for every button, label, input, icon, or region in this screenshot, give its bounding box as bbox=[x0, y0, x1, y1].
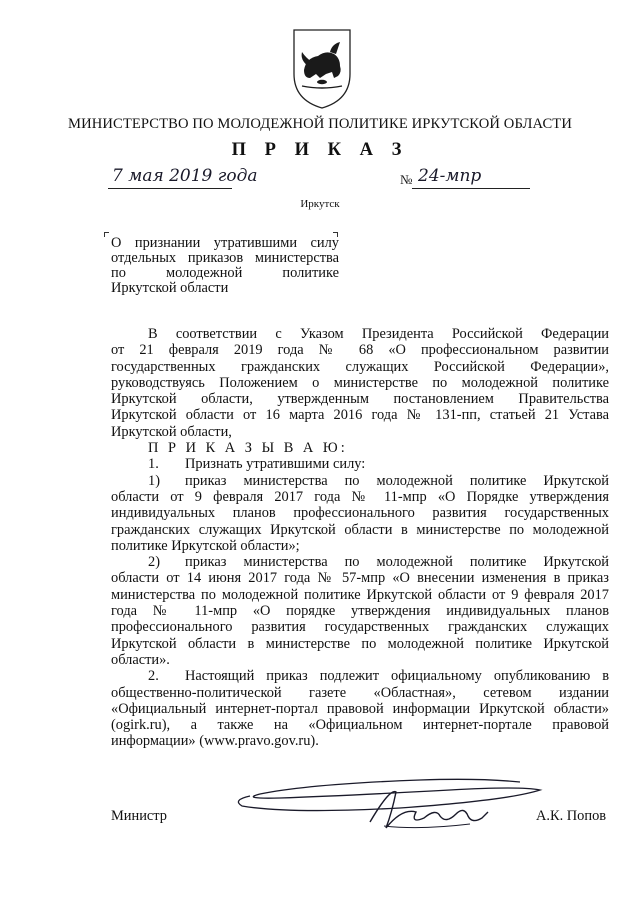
subitem-text: приказ министерства по молодежной политике Иркутской bbox=[185, 554, 609, 571]
handwritten-signature bbox=[220, 768, 550, 838]
city: Иркутск bbox=[300, 198, 340, 210]
preamble-paragraph bbox=[111, 326, 609, 440]
subitem-first-line bbox=[111, 473, 609, 489]
subitem-2 bbox=[111, 554, 609, 668]
subject-line: О признании утратившими силу bbox=[111, 235, 339, 251]
subitem-line: года № 11-мпр «О порядке утверждения индивидуальных планов bbox=[111, 603, 609, 620]
subitem-line: министерства по молодежной политике Иркутской области от 9 февраля 2017 bbox=[111, 586, 609, 603]
item-number: 1. bbox=[148, 456, 159, 473]
signatory-position: Министр bbox=[111, 808, 167, 824]
subject-corner-mark-left bbox=[104, 232, 109, 237]
subitem-line: политике Иркутской области»; bbox=[111, 537, 300, 554]
preamble-line: Иркутской области от 16 марта 2016 года № 131-пп, статьей 21 Устава bbox=[111, 407, 609, 424]
subitem-line: гражданских служащих Иркутской области в министерстве по молодежной bbox=[111, 521, 609, 538]
subitem-number: 1) bbox=[148, 472, 160, 489]
preamble-line: Иркутской области, утвержденным постановлением Правительства bbox=[111, 391, 609, 408]
number-underline bbox=[412, 188, 530, 189]
subitem-number: 2) bbox=[148, 554, 160, 571]
item-text: Настоящий приказ подлежит официальному опубликованию в bbox=[185, 668, 609, 685]
subject-line: отдельных приказов министерства bbox=[111, 250, 339, 266]
order-word: П Р И К А З Ы В А Ю: bbox=[148, 440, 348, 457]
subitem-line: Иркутской области в министерстве по молодежной политике Иркутской bbox=[111, 635, 609, 652]
document-body bbox=[111, 326, 609, 750]
preamble-line: государственных гражданских служащих Российской Федерации», bbox=[111, 358, 609, 375]
item-1 bbox=[111, 456, 609, 472]
preamble-line: В соответствии с Указом Президента Российской Федерации bbox=[148, 326, 609, 342]
preamble-line: от 21 февраля 2019 года № 68 «О профессиональном развитии bbox=[111, 342, 609, 359]
item-line: общественно-политической газете «Областная», сетевом издании bbox=[111, 684, 609, 701]
item-first-line bbox=[111, 668, 609, 684]
item-line: «Официальный интернет-портал правовой информации Иркутской области» bbox=[111, 700, 609, 717]
subitem-line: индивидуальных планов профессионального развития государственных bbox=[111, 505, 609, 522]
item-2 bbox=[111, 668, 609, 749]
subitem-text: приказ министерства по молодежной политике Иркутской bbox=[185, 472, 609, 489]
subject-line: по молодежной политике bbox=[111, 265, 339, 281]
subitem-1 bbox=[111, 473, 609, 554]
ministry-name: МИНИСТЕРСТВО ПО МОЛОДЕЖНОЙ ПОЛИТИКЕ ИРКУТСКОЙ ОБЛАСТИ bbox=[68, 116, 572, 132]
subitem-first-line bbox=[111, 554, 609, 570]
date-underline bbox=[108, 188, 232, 189]
item-number: 2. bbox=[148, 668, 159, 685]
handwritten-number: 24-мпр bbox=[418, 166, 482, 186]
preamble-line: Иркутской области, bbox=[111, 423, 232, 440]
subitem-line: области от 14 июня 2017 года № 57-мпр «О внесении изменения в приказ bbox=[111, 570, 609, 587]
preamble-line: руководствуясь Положением о министерстве по молодежной политике bbox=[111, 374, 609, 391]
item-line: информации» (www.pravo.gov.ru). bbox=[111, 733, 319, 750]
subject-line: Иркутской области bbox=[111, 280, 229, 296]
number-sign: № bbox=[400, 172, 413, 187]
document-title: П Р И К А З bbox=[231, 140, 409, 160]
item-text: Признать утратившими силу: bbox=[185, 456, 366, 473]
coat-of-arms-emblem bbox=[290, 26, 354, 110]
item-line: (ogirk.ru), а также на «Официальном интернет-портале правовой bbox=[111, 717, 609, 734]
subitem-line: профессионального развития государственных гражданских служащих bbox=[111, 619, 609, 636]
subitem-line: области от 9 февраля 2017 года № 11-мпр «О Порядке утверждения bbox=[111, 488, 609, 505]
subject-block bbox=[111, 236, 339, 296]
signatory-name: А.К. Попов bbox=[536, 808, 607, 824]
subitem-line: области». bbox=[111, 651, 170, 668]
handwritten-date: 7 мая 2019 года bbox=[112, 166, 258, 186]
